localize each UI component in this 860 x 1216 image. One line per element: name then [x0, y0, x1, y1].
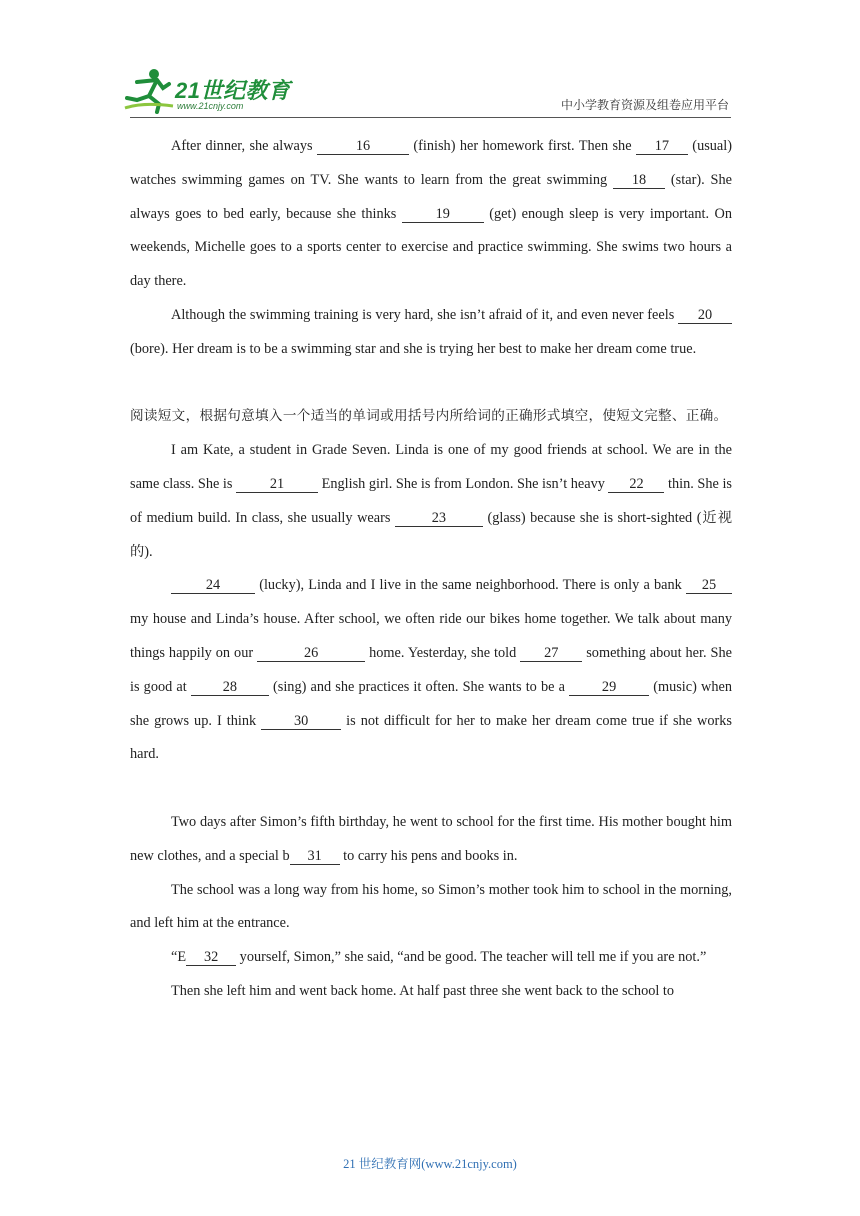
document-body [130, 130, 732, 1009]
header-divider [130, 117, 731, 118]
passage1-paragraph1: After dinner, she always 16 (finish) her homework first. Then she 17 (usual) watches swimming games on TV. She wants to learn from the great swimming 18 (star). She always goes to bed early, because she thinks 19 (get) enough sleep is very important. On weekends, Michelle goes to a sports center to exercise and practice swimming. She swims two hours a day there. [130, 138, 733, 290]
passage3-paragraph2: The school was a long way from his home, so Simon’s mother took him to school in the morning, and left him at the entrance. [130, 881, 732, 932]
page-footer: 21 世纪教育网(www.21cnjy.com) [343, 1157, 517, 1171]
logo-url: www.21cnjy.com [177, 101, 244, 111]
spacer [130, 772, 732, 806]
instruction-text: 阅读短文，根据句意填入一个适当的单词或用括号内所给词的正确形式填空，使短文完整、正确。 [130, 408, 728, 425]
site-logo [123, 68, 293, 118]
blank-24: 24 [171, 577, 255, 594]
blank-16: 16 [317, 138, 409, 155]
blank-23: 23 [395, 510, 483, 527]
passage3-paragraph3: “E 32 yourself, Simon,” she said, “and be good. The teacher will tell me if you are not.” [171, 949, 707, 966]
blank-31: 31 [290, 848, 340, 865]
blank-27: 27 [520, 645, 582, 662]
blank-25: 25 [686, 577, 732, 594]
runner-icon [123, 68, 175, 114]
blank-28: 28 [191, 679, 269, 696]
platform-title: 中小学教育资源及组卷应用平台 [560, 98, 729, 112]
passage1-paragraph2: Although the swimming training is very hard, she isn’t afraid of it, and even never feels 20 (bore). Her dream is to be a swimming star and she is trying her best to make her dream come true. [130, 299, 732, 367]
passage3-paragraph1: Two days after Simon’s fifth birthday, he went to school for the first time. His mother bought him new clothes, and a special b 31 to carry his pens and books in. [130, 813, 732, 864]
page-header [0, 0, 860, 130]
blank-17: 17 [636, 138, 688, 155]
blank-21: 21 [236, 476, 318, 493]
blank-32: 32 [186, 949, 236, 966]
blank-20: 20 [678, 307, 732, 324]
passage3-paragraph4: Then she left him and went back home. At half past three she went back to the school to [171, 982, 675, 999]
blank-18: 18 [613, 172, 665, 189]
passage2-paragraph1: I am Kate, a student in Grade Seven. Linda is one of my good friends at school. We are in the same class. She is 21 English girl. She is from London. She isn’t heavy 22 thin. She is of medium build. In class, she usually wears 23 (glass) because she is short-sighted (近视的). [130, 442, 732, 560]
logo-text: 21世纪教育 [175, 78, 291, 103]
passage2-paragraph2: 24 (lucky), Linda and I live in the same neighborhood. There is only a bank 25 my house and Linda’s house. After school, we often ride our bikes home together. We talk about many things happily on our 26 home. Yesterday, she told 27 something about her. She is good at 28 (sing) and she practices it often. She wants to be a 29 (music) when she grows up. I think 30 is not difficult for her to make her dream come true if she works hard. [130, 577, 733, 763]
blank-29: 29 [569, 679, 649, 696]
spacer [130, 367, 732, 401]
blank-30: 30 [261, 713, 341, 730]
blank-26: 26 [257, 645, 365, 662]
blank-22: 22 [608, 476, 664, 493]
blank-19: 19 [402, 206, 484, 223]
